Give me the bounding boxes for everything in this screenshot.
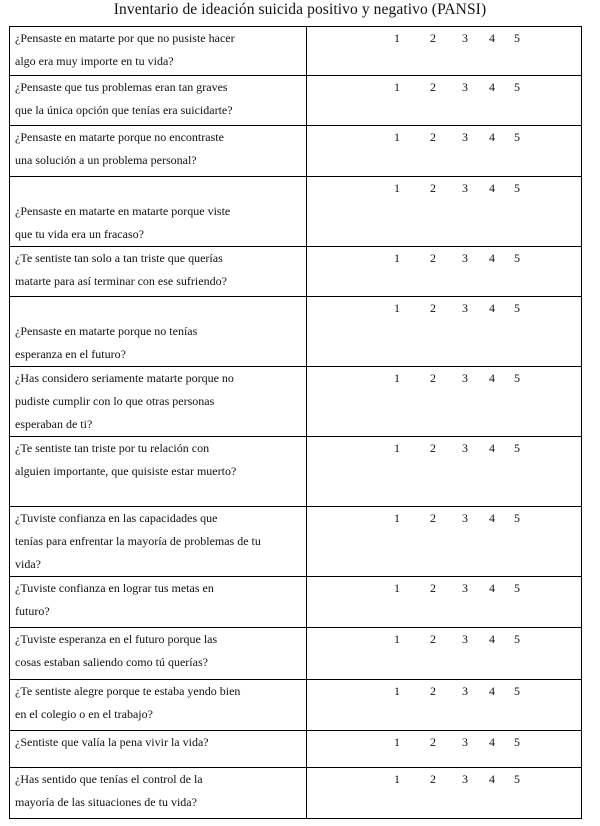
- question-cell: [10, 367, 307, 437]
- scale-option-1[interactable]: 1: [394, 684, 400, 698]
- pansi-table: [9, 26, 582, 819]
- scale-option-5[interactable]: 5: [514, 772, 520, 786]
- scale-option-4[interactable]: 4: [489, 301, 495, 315]
- scale-option-1[interactable]: 1: [394, 251, 400, 265]
- question-cell: [10, 126, 307, 177]
- scale-option-1[interactable]: 1: [394, 632, 400, 646]
- scale-option-3[interactable]: 3: [462, 251, 468, 265]
- scale-option-1[interactable]: 1: [394, 31, 400, 45]
- scale-option-5[interactable]: 5: [514, 581, 520, 595]
- question-text-line: mayoría de las situaciones de tu vida?: [15, 795, 197, 809]
- scale-option-3[interactable]: 3: [462, 181, 468, 195]
- question-cell: [10, 437, 307, 507]
- scale-option-3[interactable]: 3: [462, 772, 468, 786]
- scale-option-2[interactable]: 2: [430, 511, 436, 525]
- question-cell: [10, 247, 307, 297]
- scale-cell: [307, 27, 582, 76]
- scale-option-3[interactable]: 3: [462, 130, 468, 144]
- scale-option-2[interactable]: 2: [430, 130, 436, 144]
- scale-option-1[interactable]: 1: [394, 80, 400, 94]
- question-text-line: que la única opción que tenías era suicidarte?: [15, 103, 233, 117]
- scale-cell: [307, 177, 582, 247]
- question-text-line: ¿Tuviste confianza en las capacidades que: [15, 511, 218, 525]
- question-text-line: ¿Pensaste que tus problemas eran tan graves: [15, 80, 228, 94]
- scale-option-4[interactable]: 4: [489, 735, 495, 749]
- question-text-line: ¿Tuviste confianza en lograr tus metas en: [15, 581, 214, 595]
- scale-option-4[interactable]: 4: [489, 684, 495, 698]
- scale-option-4[interactable]: 4: [489, 581, 495, 595]
- scale-option-2[interactable]: 2: [430, 632, 436, 646]
- scale-option-5[interactable]: 5: [514, 632, 520, 646]
- question-text-line: pudiste cumplir con lo que otras personas: [15, 394, 215, 408]
- scale-option-5[interactable]: 5: [514, 80, 520, 94]
- scale-option-4[interactable]: 4: [489, 130, 495, 144]
- question-cell: [10, 731, 307, 768]
- question-cell: [10, 297, 307, 367]
- question-text-line: [15, 297, 303, 320]
- scale-option-4[interactable]: 4: [489, 371, 495, 385]
- scale-cell: [307, 76, 582, 126]
- scale-option-5[interactable]: 5: [514, 301, 520, 315]
- question-text-line: esperaban de ti?: [15, 417, 93, 431]
- scale-option-3[interactable]: 3: [462, 80, 468, 94]
- scale-option-5[interactable]: 5: [514, 684, 520, 698]
- question-cell: [10, 27, 307, 76]
- table-row: [10, 768, 582, 819]
- scale-option-1[interactable]: 1: [394, 735, 400, 749]
- scale-option-2[interactable]: 2: [430, 371, 436, 385]
- table-row: [10, 27, 582, 76]
- question-text-line: que tu vida era un fracaso?: [15, 227, 144, 241]
- question-cell: [10, 680, 307, 731]
- scale-option-3[interactable]: 3: [462, 511, 468, 525]
- scale-option-1[interactable]: 1: [394, 181, 400, 195]
- scale-option-5[interactable]: 5: [514, 511, 520, 525]
- question-text-line: ¿Pensaste en matarte por que no pusiste hacer: [15, 31, 235, 45]
- table-row: [10, 177, 582, 247]
- question-text-line: ¿Has considero seriamente matarte porque no: [15, 371, 234, 385]
- table-row: [10, 577, 582, 628]
- table-row: [10, 297, 582, 367]
- table-row: [10, 731, 582, 768]
- table-row: [10, 76, 582, 126]
- scale-option-3[interactable]: 3: [462, 632, 468, 646]
- question-text-line: ¿Te sentiste alegre porque te estaba yendo bien: [15, 684, 241, 698]
- scale-option-3[interactable]: 3: [462, 581, 468, 595]
- scale-option-1[interactable]: 1: [394, 130, 400, 144]
- scale-option-4[interactable]: 4: [489, 632, 495, 646]
- scale-option-5[interactable]: 5: [514, 130, 520, 144]
- scale-option-4[interactable]: 4: [489, 251, 495, 265]
- scale-option-2[interactable]: 2: [430, 441, 436, 455]
- scale-option-3[interactable]: 3: [462, 684, 468, 698]
- question-text-line: esperanza en el futuro?: [15, 347, 126, 361]
- table-row: [10, 507, 582, 577]
- scale-cell: [307, 680, 582, 731]
- question-text-line: ¿Pensaste en matarte porque no encontraste: [15, 130, 224, 144]
- scale-option-3[interactable]: 3: [462, 301, 468, 315]
- scale-option-4[interactable]: 4: [489, 441, 495, 455]
- question-cell: [10, 628, 307, 680]
- page-title: Inventario de ideación suicida positivo y negativo (PANSI): [113, 1, 487, 18]
- scale-option-2[interactable]: 2: [430, 181, 436, 195]
- question-text-line: ¿Te sentiste tan triste por tu relación con: [15, 441, 210, 455]
- scale-option-4[interactable]: 4: [489, 80, 495, 94]
- scale-cell: [307, 297, 582, 367]
- scale-cell: [307, 628, 582, 680]
- scale-option-2[interactable]: 2: [430, 251, 436, 265]
- scale-cell: [307, 731, 582, 768]
- scale-option-5[interactable]: 5: [514, 251, 520, 265]
- scale-option-1[interactable]: 1: [394, 301, 400, 315]
- scale-cell: [307, 768, 582, 819]
- table-row: [10, 628, 582, 680]
- question-text-line: alguien importante, que quisiste estar muerto?: [15, 464, 237, 478]
- scale-option-1[interactable]: 1: [394, 772, 400, 786]
- question-cell: [10, 577, 307, 628]
- question-text-line: futuro?: [15, 604, 50, 618]
- scale-option-4[interactable]: 4: [489, 31, 495, 45]
- scale-option-2[interactable]: 2: [430, 31, 436, 45]
- question-cell: [10, 76, 307, 126]
- scale-option-2[interactable]: 2: [430, 772, 436, 786]
- scale-option-5[interactable]: 5: [514, 735, 520, 749]
- table-row: [10, 126, 582, 177]
- scale-option-1[interactable]: 1: [394, 441, 400, 455]
- scale-cell: [307, 577, 582, 628]
- table-row: [10, 367, 582, 437]
- scale-option-2[interactable]: 2: [430, 80, 436, 94]
- scale-option-1[interactable]: 1: [394, 371, 400, 385]
- table-row: [10, 680, 582, 731]
- scale-option-2[interactable]: 2: [430, 735, 436, 749]
- scale-option-3[interactable]: 3: [462, 441, 468, 455]
- scale-cell: [307, 126, 582, 177]
- scale-option-3[interactable]: 3: [462, 735, 468, 749]
- scale-option-5[interactable]: 5: [514, 371, 520, 385]
- scale-option-2[interactable]: 2: [430, 581, 436, 595]
- scale-option-5[interactable]: 5: [514, 31, 520, 45]
- scale-cell: [307, 507, 582, 577]
- scale-option-1[interactable]: 1: [394, 581, 400, 595]
- scale-option-1[interactable]: 1: [394, 511, 400, 525]
- scale-cell: [307, 437, 582, 507]
- question-text-line: ¿Te sentiste tan solo a tan triste que querías: [15, 251, 223, 265]
- question-text-line: vida?: [15, 557, 41, 571]
- scale-option-2[interactable]: 2: [430, 301, 436, 315]
- scale-option-4[interactable]: 4: [489, 181, 495, 195]
- scale-cell: [307, 367, 582, 437]
- question-text-line: una solución a un problema personal?: [15, 153, 197, 167]
- scale-option-3[interactable]: 3: [462, 31, 468, 45]
- question-text-line: matarte para así terminar con ese sufriendo?: [15, 274, 227, 288]
- question-text-line: en el colegio o en el trabajo?: [15, 707, 153, 721]
- scale-option-5[interactable]: 5: [514, 441, 520, 455]
- table-row: [10, 247, 582, 297]
- scale-option-2[interactable]: 2: [430, 684, 436, 698]
- question-text-line: ¿Sentiste que valía la pena vivir la vida?: [15, 735, 209, 749]
- question-cell: [10, 177, 307, 247]
- scale-option-4[interactable]: 4: [489, 511, 495, 525]
- question-cell: [10, 507, 307, 577]
- scale-cell: [307, 247, 582, 297]
- question-text-line: ¿Pensaste en matarte porque no tenías: [15, 324, 198, 338]
- scale-option-3[interactable]: 3: [462, 371, 468, 385]
- scale-option-5[interactable]: 5: [514, 181, 520, 195]
- question-text-line: ¿Tuviste esperanza en el futuro porque las: [15, 632, 218, 646]
- scale-option-4[interactable]: 4: [489, 772, 495, 786]
- question-text-line: cosas estaban saliendo como tú querías?: [15, 655, 208, 669]
- table-row: [10, 437, 582, 507]
- question-text-line: ¿Pensaste en matarte en matarte porque viste: [15, 204, 231, 218]
- question-text-line: algo era muy importe en tu vida?: [15, 54, 174, 68]
- question-text-line: tenías para enfrentar la mayoría de problemas de tu: [15, 534, 261, 548]
- question-text-line: ¿Has sentido que tenías el control de la: [15, 772, 203, 786]
- question-text-line: [15, 177, 303, 200]
- question-cell: [10, 768, 307, 819]
